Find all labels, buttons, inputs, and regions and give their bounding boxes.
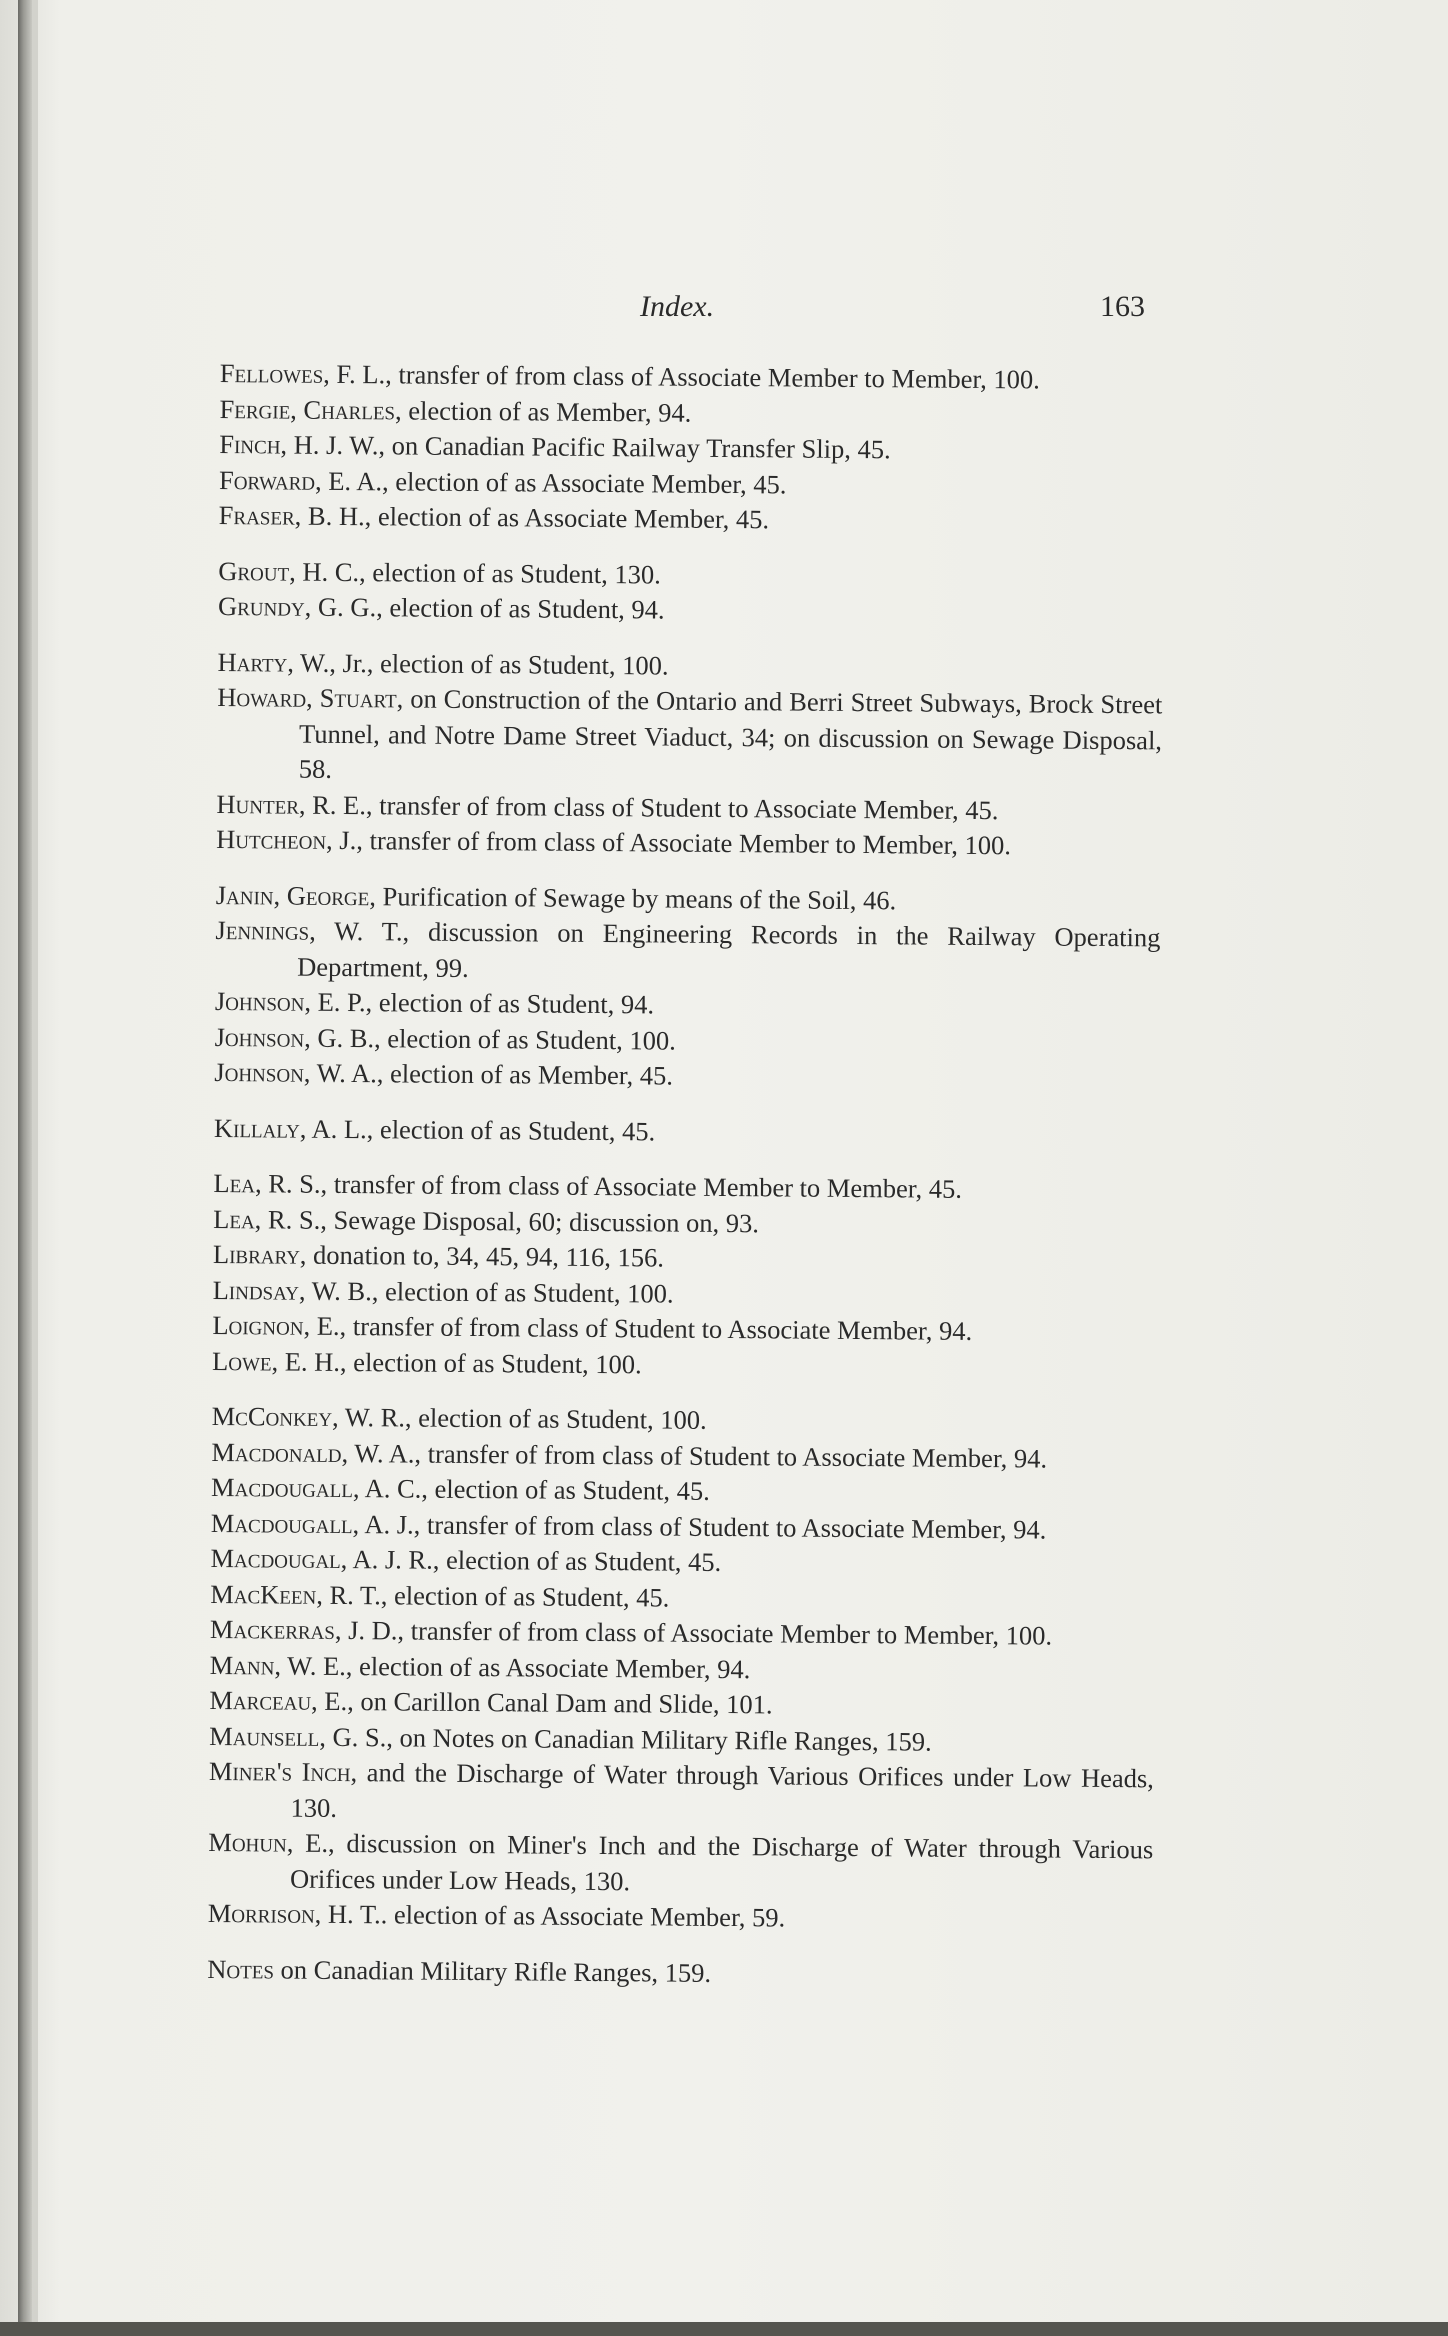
- entry-text: , Purification of Sewage by means of the Soil, 46.: [369, 880, 897, 915]
- entry-heading: Notes: [207, 1953, 275, 1984]
- entry-heading: Johnson: [214, 1056, 304, 1088]
- entry-text: , R. S., transfer of from class of Associate Member to Member, 45.: [254, 1168, 963, 1204]
- entry-heading: Harty: [217, 646, 288, 678]
- entry-text: , W. A., election of as Member, 45.: [303, 1057, 674, 1091]
- entry-heading: Marceau: [209, 1684, 312, 1716]
- index-entry: [208, 1896, 1153, 1939]
- entry-text: , E. H., election of as Student, 100.: [271, 1345, 642, 1379]
- index-letter-group: [212, 1166, 1159, 1386]
- entry-heading: Fraser: [218, 499, 295, 531]
- index-entry: [218, 589, 1163, 632]
- entry-text: , R. S., Sewage Disposal, 60; discussion on, 93.: [254, 1203, 760, 1238]
- entry-text: , J., transfer of from class of Associate Member to Member, 100.: [326, 824, 1012, 861]
- page-header: [225, 290, 1145, 330]
- entry-heading: Loignon: [212, 1309, 304, 1341]
- entry-heading: Grout: [218, 555, 290, 587]
- entry-text: , R. E., transfer of from class of Student to Associate Member, 45.: [298, 789, 999, 825]
- entry-heading: Lindsay: [212, 1274, 300, 1306]
- entry-text: , A. L., election of as Student, 45.: [299, 1113, 656, 1146]
- index-letter-group: [219, 356, 1165, 541]
- entry-heading: Hunter: [216, 788, 300, 820]
- entry-text: , A. C., election of as Student, 45.: [352, 1473, 710, 1506]
- entry-heading: Macdonald: [211, 1436, 342, 1468]
- index-entry: [215, 913, 1161, 991]
- entry-text: , on Construction of the Ontario and Berri Street Subways, Brock Street Tunnel, and Notre Dame Street Viaduct, 34; on discussion on Sewage Disposal, 58.: [298, 683, 1163, 784]
- entry-heading: Fellowes: [219, 357, 324, 389]
- entry-text: , E. A., election of as Associate Member, 45.: [314, 465, 787, 499]
- entry-heading: Lea: [213, 1167, 256, 1199]
- entry-heading: Miner's Inch: [208, 1755, 351, 1788]
- index-entry: [217, 680, 1163, 794]
- index-letter-group: [216, 644, 1163, 864]
- entry-text: , H. J. W., on Canadian Pacific Railway Transfer Slip, 45.: [280, 429, 891, 465]
- entry-text: , W., Jr., election of as Student, 100.: [287, 647, 669, 681]
- entry-heading: Finch: [219, 428, 281, 460]
- entry-text: , E., discussion on Miner's Inch and the Discharge of Water through Various Orifices under Low Heads, 130.: [286, 1827, 1154, 1896]
- entry-heading: Morrison: [207, 1897, 315, 1929]
- entry-heading: Hutcheon: [216, 823, 327, 855]
- entry-heading: Mann: [209, 1649, 275, 1680]
- index-entry: [208, 1825, 1154, 1903]
- entry-heading: Forward: [218, 464, 316, 496]
- entry-text: , W. E., election of as Associate Member, 94.: [274, 1649, 751, 1684]
- entry-heading: Library: [212, 1238, 300, 1270]
- entry-text: , J. D., transfer of from class of Associate Member to Member, 100.: [334, 1614, 1053, 1651]
- index-letter-group: [207, 1951, 1152, 1994]
- entry-heading: Killaly: [213, 1112, 300, 1144]
- entry-text: , G. S., on Notes on Canadian Military Rifle Ranges, 159.: [319, 1721, 932, 1757]
- index-entry: [208, 1754, 1154, 1832]
- index-entry: [219, 498, 1164, 541]
- entry-text: , W. B., election of as Student, 100.: [298, 1275, 674, 1309]
- entry-text: , W. R., election of as Student, 100.: [331, 1401, 707, 1435]
- page-bottom-edge: [0, 2322, 1448, 2336]
- entry-text: , G. B., election of as Student, 100.: [304, 1022, 676, 1056]
- entry-heading: Mohun: [208, 1826, 287, 1858]
- entry-heading: McConkey: [211, 1400, 333, 1432]
- entry-heading: MacKeen: [210, 1578, 317, 1610]
- entry-text: , R. T., election of as Student, 45.: [316, 1579, 670, 1613]
- index-entries: [207, 356, 1165, 2014]
- entry-heading: Johnson: [214, 985, 305, 1017]
- entry-text: , E., on Carillon Canal Dam and Slide, 101.: [311, 1685, 773, 1720]
- entry-text: , B. H., election of as Associate Member, 45.: [294, 500, 770, 535]
- page-number: 163: [1100, 290, 1145, 323]
- entry-text: , H. T.. election of as Associate Member, 59.: [314, 1898, 786, 1933]
- entry-heading: Macdougal: [210, 1542, 341, 1574]
- index-entry: [214, 1055, 1159, 1098]
- entry-text: , A. J. R., election of as Student, 45.: [340, 1543, 722, 1577]
- entry-heading: Lowe: [211, 1345, 272, 1376]
- index-letter-group: [214, 1110, 1159, 1153]
- entry-text: , donation to, 34, 45, 94, 116, 156.: [299, 1239, 665, 1273]
- entry-text: , A. J., transfer of from class of Student to Associate Member, 94.: [352, 1508, 1047, 1545]
- entry-heading: Macdougall: [210, 1507, 353, 1539]
- entry-text: , F. L., transfer of from class of Associate Member to Member, 100.: [323, 358, 1040, 395]
- entry-text: , E. P., election of as Student, 94.: [304, 986, 655, 1020]
- index-letter-group: [218, 553, 1164, 631]
- running-title: Index.: [640, 290, 715, 323]
- entry-text: , and the Discharge of Water through Various Orifices under Low Heads, 130.: [290, 1757, 1154, 1823]
- entry-heading: Janin, George: [215, 879, 370, 911]
- entry-text: , E., transfer of from class of Student to Associate Member, 94.: [303, 1310, 973, 1346]
- entry-heading: Macdougall: [210, 1471, 354, 1504]
- book-binding-shadow: [18, 0, 32, 2336]
- entry-heading: Lea: [213, 1203, 255, 1234]
- entry-text: , G. G., election of as Student, 94.: [304, 591, 665, 625]
- entry-text: , election of as Member, 94.: [394, 394, 692, 428]
- entry-heading: Howard, Stuart: [217, 681, 397, 714]
- entry-heading: Jennings: [215, 914, 310, 946]
- index-letter-group: [208, 1399, 1157, 1939]
- entry-text: , W. A., transfer of from class of Student to Associate Member, 94.: [341, 1437, 1048, 1474]
- book-binding-highlight: [32, 0, 38, 2336]
- entry-text: , W. T., discussion on Engineering Records in the Railway Operating Department, 99.: [297, 915, 1161, 983]
- index-entry: [214, 1110, 1159, 1153]
- entry-heading: Fergie, Charles: [219, 393, 396, 425]
- index-entry: [216, 822, 1161, 865]
- entry-heading: Mackerras: [209, 1613, 336, 1645]
- entry-heading: Grundy: [217, 590, 305, 622]
- index-entry: [212, 1343, 1157, 1386]
- entry-heading: Maunsell: [209, 1720, 320, 1752]
- entry-text: , H. C., election of as Student, 130.: [289, 556, 661, 589]
- entry-heading: Johnson: [214, 1021, 305, 1053]
- index-entry: [207, 1951, 1152, 1994]
- index-letter-group: [214, 877, 1161, 1097]
- entry-text: on Canadian Military Rifle Ranges, 159.: [273, 1953, 712, 1988]
